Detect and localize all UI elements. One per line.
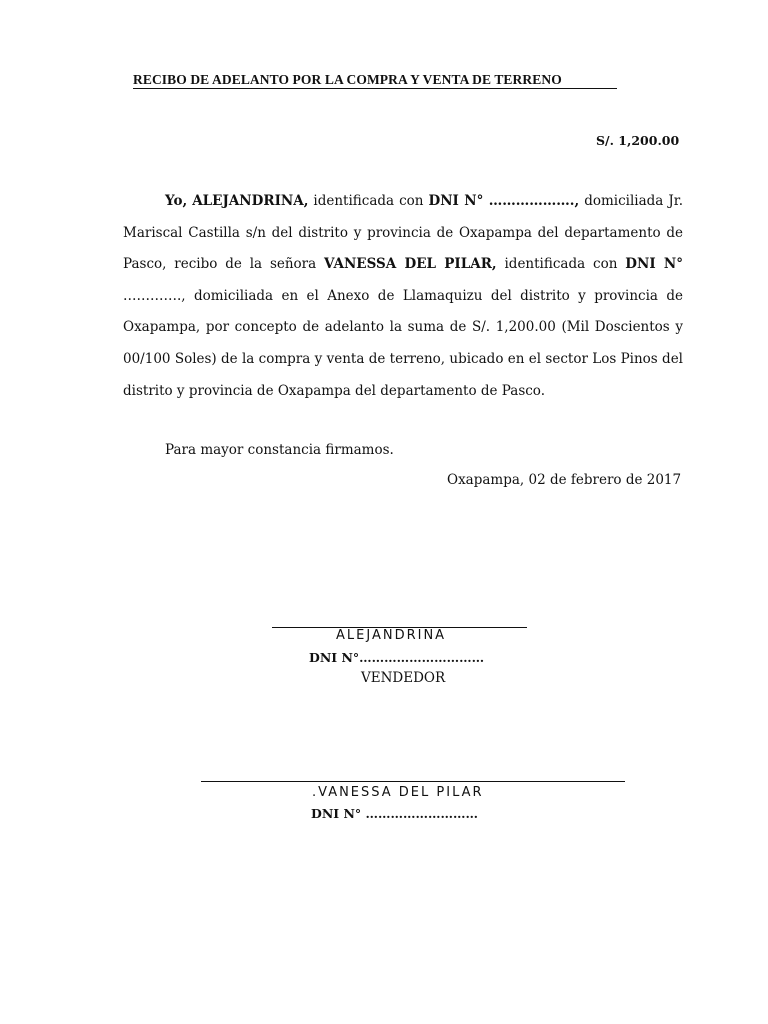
text-segment-3: identificada con: [496, 256, 626, 273]
text-segment-4: …………., domiciliada en el Anexo de Llamaquizu del distrito y provincia de Oxapampa, por concepto de adelanto la suma de S/. 1,200.00 (Mil Doscientos y 00/100 Soles) de la compra y venta de terreno, ubicado en el sector Los Pinos del distrito y provincia de Oxapampa del departamento de Pasco.: [123, 287, 683, 399]
document-title: RECIBO DE ADELANTO POR LA COMPRA Y VENTA DE TERRENO: [133, 72, 562, 87]
intro-yo: Yo,: [165, 193, 188, 209]
receipt-paragraph: [123, 186, 683, 407]
buyer-signature-name: .VANESSA DEL PILAR: [312, 785, 484, 800]
buyer-signature-dni: DNI N° ………………………: [311, 806, 478, 821]
buyer-signature-line: [201, 781, 625, 782]
text-segment-1: identificada con: [308, 193, 429, 209]
title-underline: [133, 88, 617, 89]
seller-signature-name: ALEJANDRINA: [336, 628, 447, 643]
place-date: Oxapampa, 02 de febrero de 2017: [447, 472, 682, 488]
text-segment-2: domiciliada Jr. Mariscal Castilla s/n del distrito y provincia de Oxapampa del departamento de Pasco, recibo de la señora: [123, 193, 684, 273]
seller-name: ALEJANDRINA,: [192, 193, 309, 209]
seller-dni: DNI N° ……………….,: [428, 193, 580, 209]
receipt-body: [123, 186, 683, 407]
buyer-dni: DNI N°: [625, 256, 683, 273]
closing-line: Para mayor constancia firmamos.: [165, 442, 394, 458]
receipt-amount: S/. 1,200.00: [596, 133, 680, 148]
buyer-name: VANESSA DEL PILAR,: [324, 256, 497, 273]
seller-signature-role: VENDEDOR: [361, 670, 446, 686]
seller-signature-dni: DNI N°…………………………: [309, 650, 485, 665]
